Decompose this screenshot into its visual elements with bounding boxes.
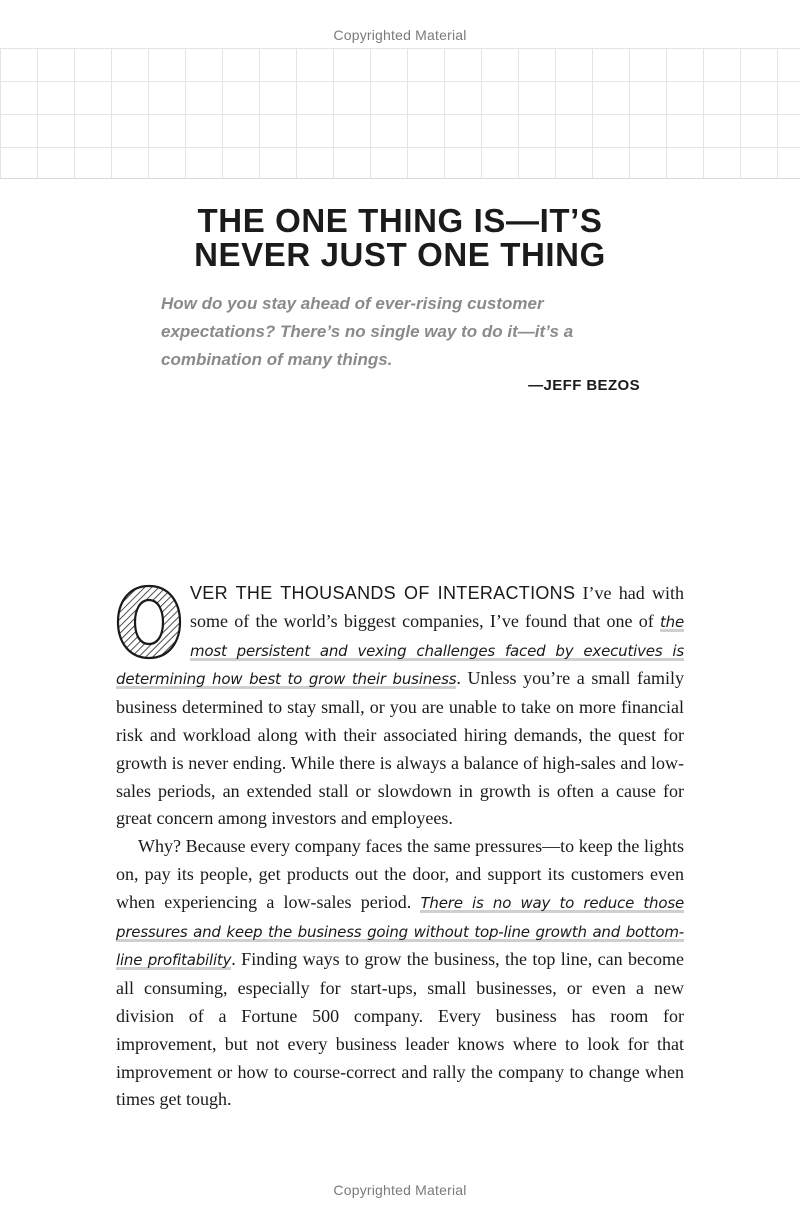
chapter-title-line-2: NEVER JUST ONE THING (194, 236, 606, 273)
paragraph-2 (116, 833, 684, 1114)
handwritten-highlight-2: There is no way to reduce those pressures and keep the business going without top-line growth and bottom-line profitability (116, 893, 684, 970)
paragraph-1-text-a: I’ve had with some of the world’s biggest companies, I’ve found that one of (190, 583, 684, 631)
paragraph-2-text-a: Why? Because every company faces the same pressures—to keep the lights on, pay its people, get products out the door, and support its customers even when experiencing a low-sales period. (116, 836, 684, 912)
paragraph-2-text-b: . Finding ways to grow the business, the top line, can become all consuming, especially for start-ups, small businesses, or even a new division of a Fortune 500 company. Every business has room for improvement, but not every business leader knows where to look for that improvement or how to course-correct and rally the company to change when times get tough. (116, 949, 684, 1110)
copyright-watermark-bottom: Copyrighted Material (333, 1182, 467, 1198)
chapter-title (0, 204, 800, 272)
epigraph-quote: How do you stay ahead of ever-rising customer expectations? There’s no single way to do it—it’s a combination of many things. (161, 294, 574, 369)
decorative-grid-header (0, 48, 800, 179)
paragraph-1-text-b: . Unless you’re a small family business determined to stay small, or you are unable to take on more financial risk and workload along with their associated hiring demands, the quest for growth is never ending. While there is always a balance of high-sales and low-sales periods, an extended stall or slowdown in growth is often a cause for great concern among investors and employees. (116, 668, 685, 829)
epigraph-attribution: —JEFF BEZOS (528, 377, 640, 394)
chapter-body (116, 580, 684, 1114)
opening-words: VER THE THOUSANDS OF INTERACTIONS (190, 583, 576, 603)
handwritten-highlight-1: the most persistent and vexing challenges faced by executives is determining how best to grow their business (116, 612, 684, 689)
drop-cap-o-icon (114, 582, 184, 662)
chapter-title-line-1: THE ONE THING IS—IT’S (197, 202, 603, 239)
paragraph-1 (116, 580, 684, 833)
copyright-watermark-top: Copyrighted Material (333, 27, 467, 43)
